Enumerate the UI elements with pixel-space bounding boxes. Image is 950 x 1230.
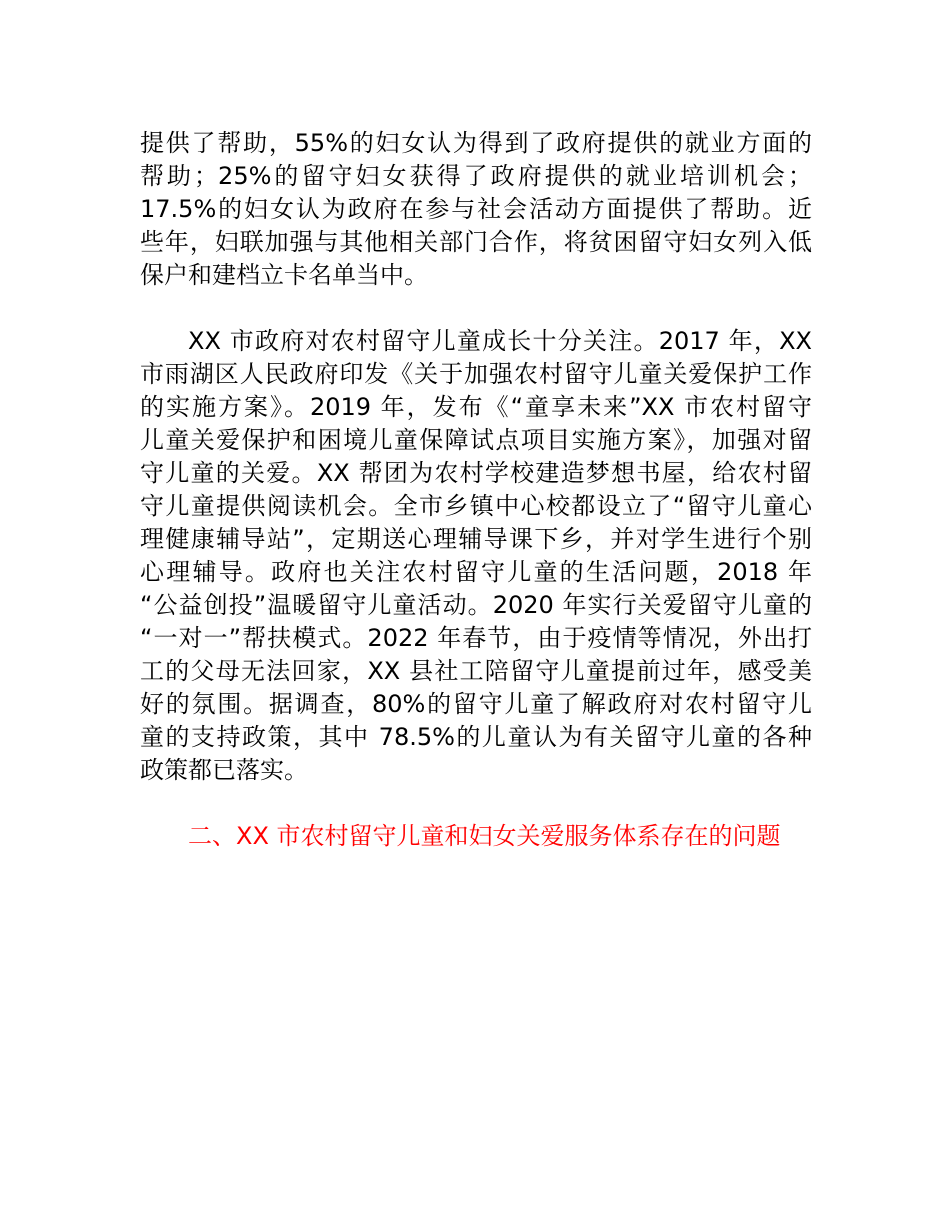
paragraph-1-line-5: 保户和建档立卡名单当中。 xyxy=(140,261,428,289)
paragraph-2-line-2: 市雨湖区人民政府印发《关于加强农村留守儿童关爱保护工作 xyxy=(140,360,812,388)
paragraph-2-line-4: 儿童关爱保护和困境儿童保障试点项目实施方案》，加强对留 xyxy=(140,426,812,454)
paragraph-2-line-5: 守儿童的关爱。XX 帮团为农村学校建造梦想书屋，给农村留 xyxy=(140,459,812,487)
paragraph-1-line-4: 些年，妇联加强与其他相关部门合作，将贫困留守妇女列入低 xyxy=(140,228,812,256)
paragraph-2-line-6: 守儿童提供阅读机会。全市乡镇中心校都设立了“留守儿童心 xyxy=(140,492,812,520)
paragraph-2-line-11: 工的父母无法回家，XX 县社工陪留守儿童提前过年，感受美 xyxy=(140,657,812,685)
paragraph-2-line-13: 童的支持政策，其中 78.5%的儿童认为有关留守儿童的各种 xyxy=(140,723,812,751)
paragraph-1-line-1: 提供了帮助，55%的妇女认为得到了政府提供的就业方面的 xyxy=(140,129,812,157)
paragraph-2-line-14: 政策都已落实。 xyxy=(140,756,308,784)
section-heading: 二、XX 市农村留守儿童和妇女关爱服务体系存在的问题 xyxy=(188,822,781,850)
paragraph-2-line-9: “公益创投”温暖留守儿童活动。2020 年实行关爱留守儿童的 xyxy=(140,591,812,619)
paragraph-2-line-8: 心理辅导。政府也关注农村留守儿童的生活问题，2018 年 xyxy=(140,558,812,586)
paragraph-2-line-1: XX 市政府对农村留守儿童成长十分关注。2017 年，XX xyxy=(188,327,812,355)
paragraph-2-line-3: 的实施方案》。2019 年，发布《“童享未来”XX 市农村留守 xyxy=(140,393,812,421)
paragraph-1-line-3: 17.5%的妇女认为政府在参与社会活动方面提供了帮助。近 xyxy=(140,195,812,223)
paragraph-2-line-7: 理健康辅导站”，定期送心理辅导课下乡，并对学生进行个别 xyxy=(140,525,812,553)
paragraph-2-line-10: “一对一”帮扶模式。2022 年春节，由于疫情等情况，外出打 xyxy=(140,624,812,652)
paragraph-1-line-2: 帮助；25%的留守妇女获得了政府提供的就业培训机会； xyxy=(140,162,812,190)
paragraph-2-line-12: 好的氛围。据调查，80%的留守儿童了解政府对农村留守儿 xyxy=(140,690,812,718)
